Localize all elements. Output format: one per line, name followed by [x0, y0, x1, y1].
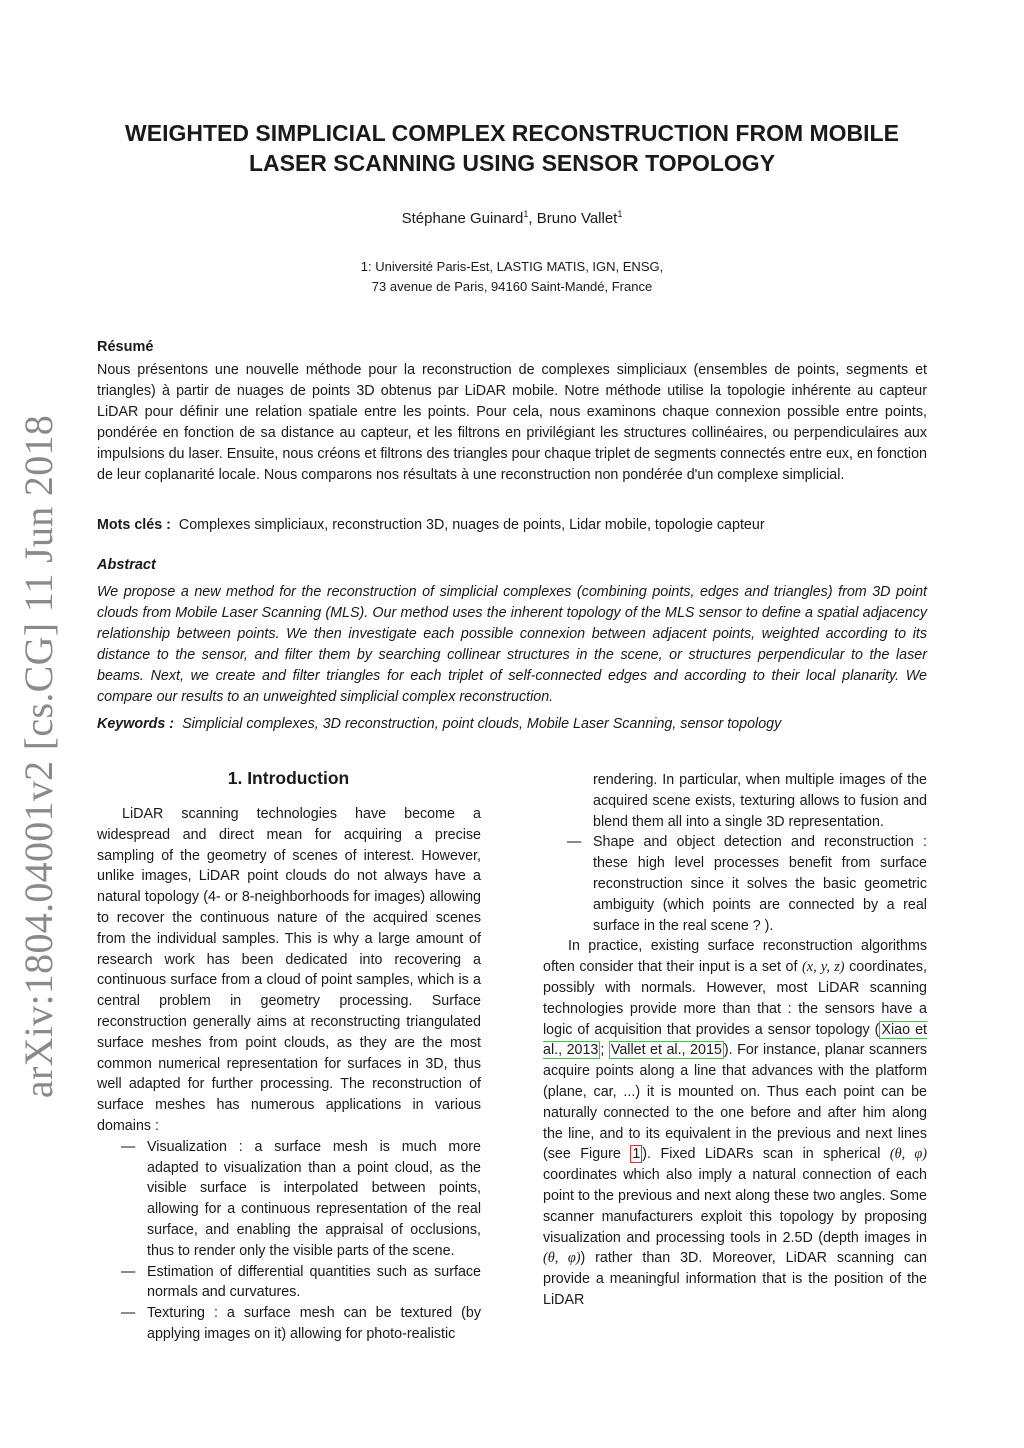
keywords-label: Keywords : [97, 716, 175, 732]
citation-author: Xiao et al. [543, 1021, 927, 1059]
paragraph-text: ). For instance, planar scanners acquire points along a line that advances with the platform (plane, car, ...) it is mounted on. Thus each point can be naturally connected to the one before and after him along the line, and to its equivalent in the previous and next lines (see Figure [543, 1042, 927, 1163]
arxiv-identifier: arXiv:1804.04001v2 [cs.CG] 11 Jun 2018 [16, 414, 62, 1098]
author-affiliation-mark: 1 [523, 209, 529, 219]
list-item [543, 832, 927, 936]
paper-title: WEIGHTED SIMPLICIAL COMPLEX RECONSTRUCTION FROM MOBILE LASER SCANNING USING SENSOR TOPOLOGY [125, 120, 899, 176]
author-separator: , [528, 210, 537, 227]
section-heading-introduction: 1. Introduction [227, 768, 350, 788]
list-dash: — [121, 1138, 136, 1155]
paragraph-text: ) rather than 3D. Moreover, LiDAR scanning can provide a meaningful information that is the position of the LiDAR [543, 1250, 927, 1308]
list-dash: — [567, 834, 582, 851]
keywords-text: Simplicial complexes, 3D reconstruction, point clouds, Mobile Laser Scanning, sensor topology [182, 716, 782, 732]
intro-paragraph-2 [543, 936, 927, 1310]
list-item-continuation: rendering. In particular, when multiple images of the acquired scene exists, texturing allows to fusion and blend them all into a single 3D representation. [593, 772, 927, 830]
mots-cles-label: Mots clés : [97, 517, 171, 533]
paragraph-text: coordinates, possibly with normals. However, most LiDAR scanning technologies provide more than that : the sensors have a logic of acquisition that provides a sensor topology ( [543, 959, 927, 1038]
arxiv-side-stamp [10, 414, 68, 1098]
citation-year: 2015 [690, 1042, 722, 1059]
list-item-text: Shape and object detection and reconstruction : these high level processes benefit from surface reconstruction since it solves the basic geometric ambiguity (which points are connected by a real surface in the real scene ? ). [593, 834, 927, 934]
citation-separator: , [681, 1042, 691, 1059]
paragraph-text: ). Fixed LiDARs scan in spherical [642, 1146, 890, 1163]
citation-separator: , [558, 1042, 567, 1059]
keywords [97, 716, 927, 732]
paragraph-text: In practice, existing surface reconstruction algorithms often consider that their input is a set of [543, 938, 927, 976]
affiliation-line-2: 73 avenue de Paris, 94160 Saint-Mandé, France [371, 279, 653, 294]
author-name: Bruno Vallet [536, 210, 618, 227]
mots-cles [97, 517, 927, 533]
author-affiliation-mark: 1 [617, 209, 623, 219]
list-item [97, 1262, 481, 1304]
left-column [97, 804, 481, 1345]
resume-heading: Résumé [97, 339, 154, 355]
math-coordinates-xyz: (x, y, z) [802, 959, 845, 976]
list-item [97, 1137, 481, 1262]
mots-cles-text: Complexes simpliciaux, reconstruction 3D, nuages de points, Lidar mobile, topologie capteur [178, 517, 765, 533]
list-item-text: Texturing : a surface mesh can be textured (by applying images on it) allowing for photo-realistic [147, 1305, 481, 1342]
abstract-heading: Abstract [97, 557, 156, 573]
right-column [543, 770, 927, 1311]
list-item-text: Estimation of differential quantities such as surface normals and curvatures. [147, 1263, 481, 1301]
list-dash: — [121, 1305, 136, 1322]
list-item-text: Visualization : a surface mesh is much more adapted to visualization than a point cloud, as the visible surface is interpolated between points, allowing for a continuous representation of the real surface, and enabling the appraisal of occlusions, thus to render only the visible parts of the scene. [147, 1138, 481, 1259]
resume-text: Nous présentons une nouvelle méthode pour la reconstruction de complexes simpliciaux (ensembles de points, segments et triangles) à partir de nuages de points 3D obtenus par LiDAR mobile. Notre méthode utilise la topologie inhérente au capteur LiDAR pour définir une relation spatiale entre les points. Pour cela, nous examinons chaque connexion possible entre points, pondérée en fonction de sa distance au capteur, et les filtrons en privilégiant les structures collinéaires, ou perpendiculaires aux impulsions du laser. Ensuite, nous créons et filtrons des triangles pour chaque triplet de segments connectés entre eux, en fonction de leur coplanarité locale. Nous comparons nos résultats à une reconstruction non pondérée d'un complexe simplicial. [97, 362, 927, 483]
affiliation-line-1: 1: Université Paris-Est, LASTIG MATIS, IGN, ENSG, [360, 259, 664, 274]
author-line [96, 209, 928, 227]
math-angles-theta-phi: (θ, φ) [543, 1250, 581, 1267]
citation-author: Vallet et al. [610, 1042, 682, 1059]
list-item [97, 1303, 481, 1345]
figure-reference-link[interactable]: 1 [632, 1146, 641, 1163]
paragraph-text: coordinates which also imply a natural connection of each point to the previous and next along these two angles. Some scanner manufacturers exploit this topology by proposing visualization and processing tools in 2.5D (depth images in [543, 1167, 927, 1246]
math-angles-theta-phi: (θ, φ) [889, 1146, 928, 1163]
citation-year: 2013 [566, 1042, 599, 1059]
intro-paragraph-1: LiDAR scanning technologies have become a widespread and direct mean for acquiring a precise sampling of the geometry of scenes of interest. However, unlike images, LiDAR point clouds do not always have a natural topology (4- or 8-neighborhoods for images) allowing to recover the continuous nature of the acquired scenes from the individual samples. This is why a large amount of research work has been dedicated into recovering a continuous surface from a cloud of point samples, which is a central problem in geometry processing. Surface reconstruction generally aims at reconstructing triangulated surface meshes from point clouds, as they are the most common numerical representation for surfaces in 3D, thus well adapted for further processing. The reconstruction of surface meshes has numerous applications in various domains : [97, 806, 481, 1134]
citation-link-vallet[interactable] [609, 1041, 724, 1059]
list-dash: — [121, 1263, 136, 1280]
abstract-text: We propose a new method for the reconstruction of simplicial complexes (combining points, edges and triangles) from 3D point clouds from Mobile Laser Scanning (MLS). Our method uses the inherent topology of the MLS sensor to define a spatial adjacency relationship between points. We then investigate each possible connexion between adjacent points, weighted according to its distance to the sensor, and filter them by searching collinear structures in the scene, or structures perpendicular to the laser beams. Next, we create and filter triangles for each triplet of self-connected edges and according to their local planarity. We compare our results to an unweighted simplicial complex reconstruction. [97, 584, 927, 705]
citation-separator: ; [600, 1042, 609, 1059]
author-name: Stéphane Guinard [401, 210, 524, 227]
